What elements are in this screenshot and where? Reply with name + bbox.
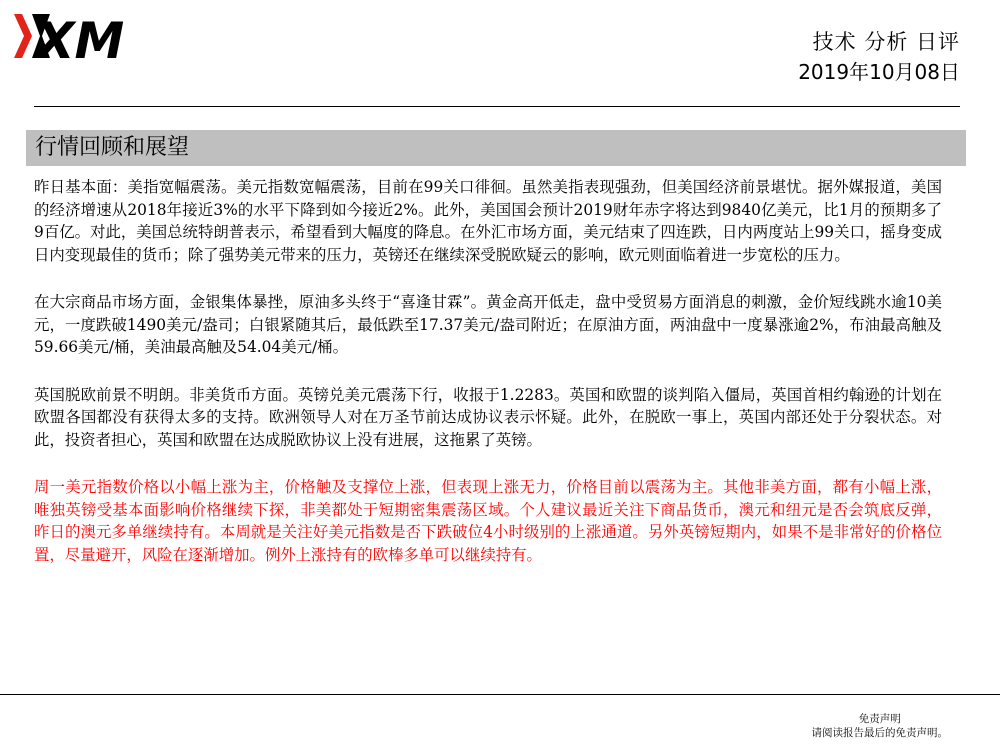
section-title: 行情回顾和展望: [35, 135, 190, 160]
report-type: 技术 分析 日评: [812, 30, 960, 54]
paragraph-commodities: 在大宗商品市场方面，金银集体暴挫，原油多头终于“喜逢甘霖”。黄金高开低走，盘中受贸易方面消息的刺激，金价短线跳水逾10美元，一度跌破1490美元/盎司；白银紧随其后，最低跌至17.37美元/盎司附近；在原油方面，两油盘中一度暴涨逾2%，布油最高触及59.66美元/桶，美油最高触及54.04美元/桶。: [34, 293, 942, 356]
paragraph-brexit: 英国脱欧前景不明朗。非美货币方面。英镑兑美元震荡下行，收报于1.2283。英国和欧盟的谈判陷入僵局，英国首相约翰逊的计划在欧盟各国都没有获得太多的支持。欧洲领导人对在万圣节前达成协议表示怀疑。此外，在脱欧一事上，英国内部还处于分裂状态。对此，投资者担心，英国和欧盟在达成脱欧协议上没有进展，这拖累了英镑。: [34, 385, 942, 449]
footer-divider: [0, 694, 1000, 695]
report-date: 2019年10月08日: [798, 60, 960, 84]
xm-logo: [12, 6, 136, 66]
paragraph-outlook: 周一美元指数价格以小幅上涨为主，价格触及支撑位上涨，但表现上涨无力，价格目前以震荡为主。其他非美方面，都有小幅上涨，唯独英镑受基本面影响价格继续下探，非美都处于短期密集震荡区域。个人建议最近关注下商品货币，澳元和纽元是否会筑底反弹，昨日的澳元多单继续持有。本周就是关注好美元指数是否下跌破位4小时级别的上涨通道。另外英镑短期内，如果不是非常好的价格位置，尽量避开，风险在逐渐增加。例外上涨持有的欧棒多单可以继续持有。: [34, 478, 942, 564]
header-divider: [34, 106, 960, 107]
disclaimer-text: 请阅读报告最后的免责声明。: [811, 727, 948, 739]
disclaimer: [812, 712, 949, 740]
article-body: [34, 176, 942, 591]
report-header: [798, 28, 960, 86]
paragraph-fundamentals: 昨日基本面：美指宽幅震荡。美元指数宽幅震荡，目前在99关口徘徊。虽然美指表现强劲，但美国经济前景堪忧。据外媒报道，美国的经济增速从2018年接近3%的水平下降到如今接近2%。此外，美国国会预计2019财年赤字将达到9840亿美元，比1月的预期多了9百亿。对此，美国总统特朗普表示，希望看到大幅度的降息。在外汇市场方面，美元结束了四连跌，日内两度站上99关口，摇身变成日内变现最佳的货币；除了强势美元带来的压力，英镑还在继续深受脱欧疑云的影响，欧元则面临着进一步宽松的压力。: [34, 178, 942, 264]
xm-logo-mark: [12, 6, 136, 66]
section-header: [26, 130, 966, 166]
logo-text: XM: [36, 12, 125, 66]
disclaimer-title: 免责声明: [858, 713, 901, 725]
